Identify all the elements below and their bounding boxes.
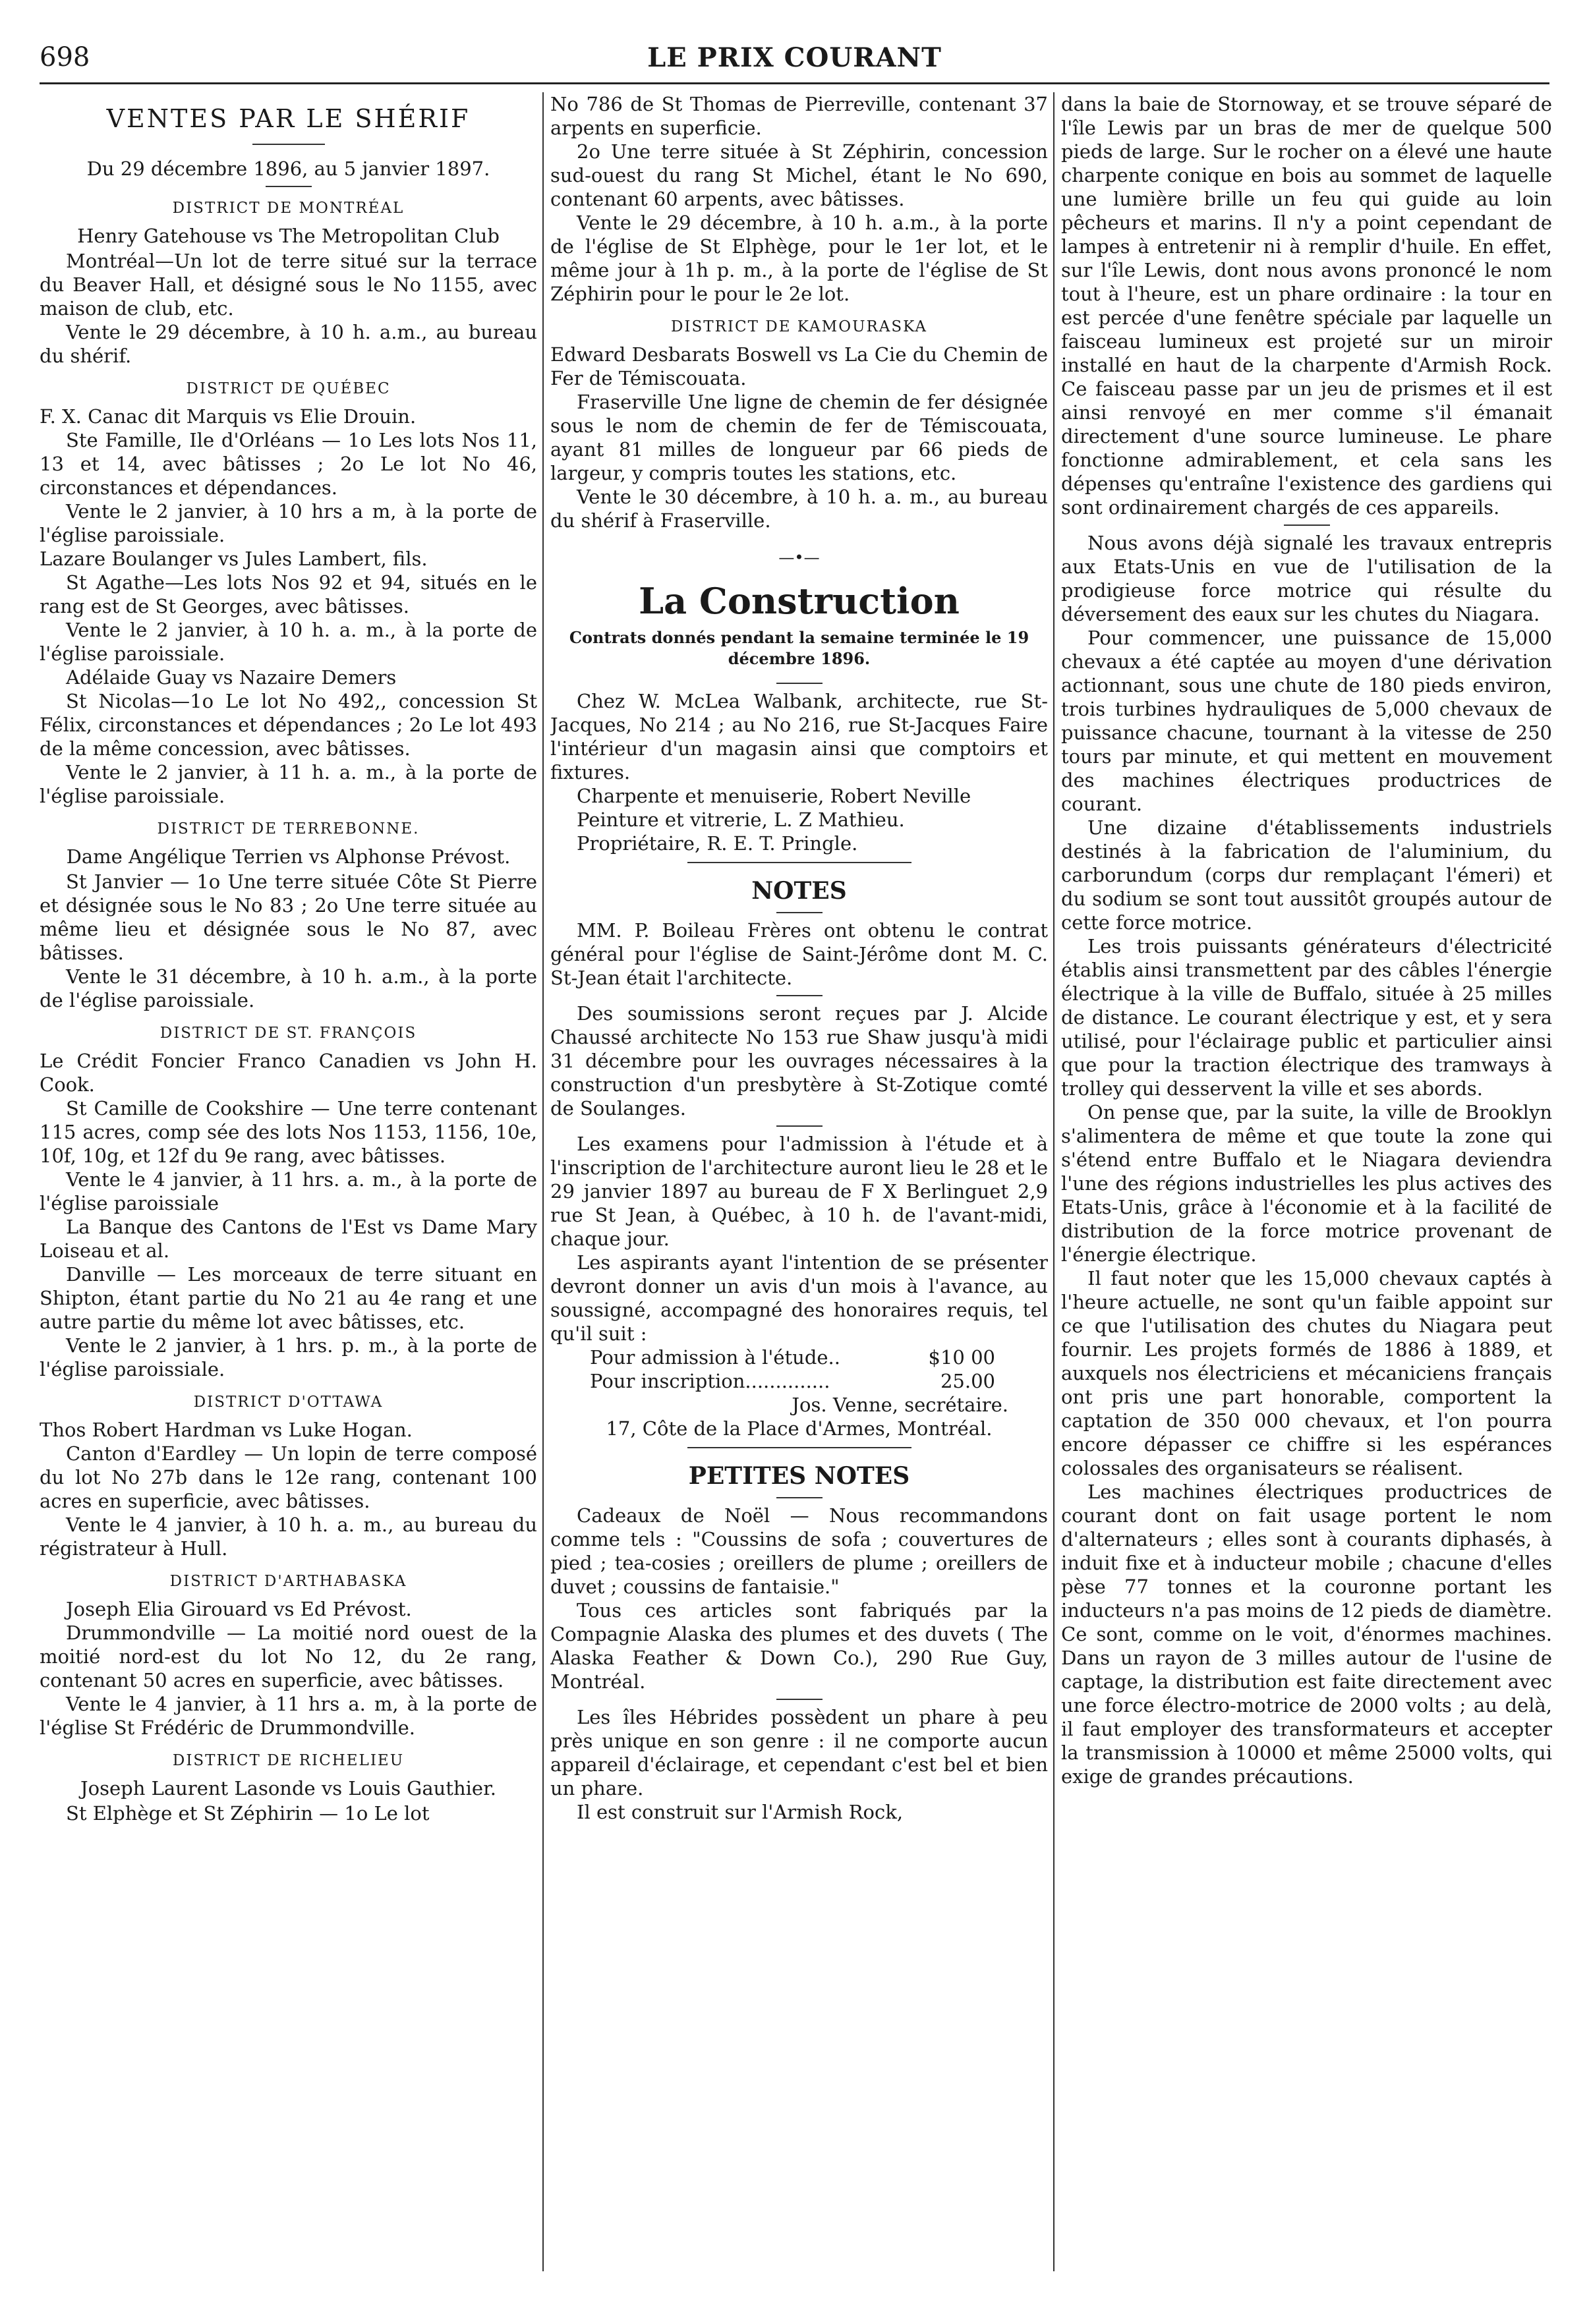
sale-notice: Vente le 4 janvier, à 10 h. a. m., au bureau du régistrateur à Hull. xyxy=(40,1514,537,1560)
district-heading: DISTRICT DE ST. FRANÇOIS xyxy=(159,1025,417,1042)
divider xyxy=(776,995,823,996)
note-text: Il est construit sur l'Armish Rock, xyxy=(577,1801,904,1823)
case-title: Thos Robert Hardman vs Luke Hogan. xyxy=(40,1419,413,1441)
property-description: Canton d'Eardley — Un lopin de terre composé du lot No 27b dans le 12e rang, contenant 100 acres en superficie, avec bâtisses. xyxy=(40,1442,537,1512)
ornament-divider: —•— xyxy=(778,548,820,567)
district-heading: DISTRICT D'ARTHABASKA xyxy=(169,1573,407,1590)
fee-value: 25.00 xyxy=(940,1370,995,1392)
divider xyxy=(776,1699,823,1700)
district-heading: DISTRICT DE RICHELIEU xyxy=(172,1752,405,1769)
property-description: Danville — Les morceaux de terre situant en Shipton, étant partie du No 21 au 4e rang et une autre partie du même lot avec bâtisses, etc. xyxy=(40,1263,537,1333)
construction-subtitle: Contrats donnés pendant la semaine terminée le 19 décembre 1896. xyxy=(569,628,1029,668)
case-title: Lazare Boulanger vs Jules Lambert, fils. xyxy=(40,548,428,570)
note-text: Les examens pour l'admission à l'étude et à l'inscription de l'architecture auront lieu le 28 et le 29 janvier 1897 au bureau de F X Berlinguet 2,9 rue St Jean, à Québec, à 10 h. de l'avant-midi, chaque jour. xyxy=(550,1133,1048,1250)
note-text: Des soumissions seront reçues par J. Alcide Chaussé architecte No 153 rue Shaw jusqu'à midi 31 décembre pour les ouvrages nécessaires à la construction d'un presbytère à St-Zotique comté de Soulanges. xyxy=(550,1002,1048,1119)
sale-notice: Vente le 31 décembre, à 10 h. a.m., à la porte de l'église paroissiale. xyxy=(40,965,537,1011)
district-heading: DISTRICT DE TERREBONNE. xyxy=(157,820,420,837)
sale-notice: Vente le 2 janvier, à 10 hrs a m, à la porte de l'église paroissiale. xyxy=(40,500,537,546)
contract-text: Chez W. McLea Walbank, architecte, rue St-Jacques, No 214 ; au No 216, rue St-Jacques Faire l'intérieur d'un magasin ainsi que comptoirs et fixtures. xyxy=(550,690,1048,783)
petites-notes-title: PETITES NOTES xyxy=(688,1462,910,1490)
district-heading: DISTRICT D'OTTAWA xyxy=(193,1394,384,1411)
article-text: Pour commencer, une puissance de 15,000 chevaux a été captée au moyen d'une dérivation actionnant, sous une chute de 180 pieds environ, trois turbines hydrauliques de 5,000 chevaux de puissance chacune, tournant à la vitesse de 250 tours par minute, et qui mettent en mouvement des machines électriques productrices de courant. xyxy=(1061,627,1552,815)
header-rule xyxy=(40,82,1549,84)
divider xyxy=(1284,524,1330,526)
note-text: Les îles Hébrides possèdent un phare à peu près unique en son genre : il ne comporte aucun appareil d'éclairage, et cependant c'est bel et bien un phare. xyxy=(550,1706,1048,1800)
sale-notice: Vente le 29 décembre, à 10 h. a.m., à la porte de l'église de St Elphège, pour le 1er lot, et le même jour à 1h p. m., à la porte de l'église de St Zéphirin pour le pour le 2e lot. xyxy=(550,212,1048,305)
address: 17, Côte de la Place d'Armes, Montréal. xyxy=(606,1417,993,1440)
article-text: Nous avons déjà signalé les travaux entrepris aux Etats-Unis en vue de l'utilisation de la prodigieuse force motrice qui résulte du déversement des eaux sur les chutes du Niagara. xyxy=(1061,532,1552,625)
property-description: Ste Famille, Ile d'Orléans — 1o Les lots Nos 11, 13 et 14, avec bâtisses ; 2o Le lot No 46, circonstances et dépendances. xyxy=(40,429,537,499)
column-divider xyxy=(1053,92,1055,2271)
divider xyxy=(776,1125,823,1127)
divider xyxy=(776,683,823,684)
case-title: Adélaide Guay vs Nazaire Demers xyxy=(66,666,397,689)
sale-notice: Vente le 30 décembre, à 10 h. a. m., au bureau du shérif à Fraserville. xyxy=(550,486,1048,532)
section-title: VENTES PAR LE SHÉRIF xyxy=(106,104,471,133)
column-2 xyxy=(550,92,1048,2284)
fee-label: Pour inscription.............. xyxy=(590,1370,830,1392)
divider xyxy=(266,186,312,187)
contract-text: Charpente et menuiserie, Robert Neville xyxy=(577,785,971,807)
case-title: Dame Angélique Terrien vs Alphonse Prévost. xyxy=(66,845,511,868)
sale-dates: Du 29 décembre 1896, au 5 janvier 1897. xyxy=(86,157,490,180)
note-text: MM. P. Boileau Frères ont obtenu le contrat général pour l'église de Saint-Jérôme dont M. C. St-Jean était l'architecte. xyxy=(550,919,1048,989)
case-title: Le Crédit Foncier Franco Canadien vs John H. Cook. xyxy=(40,1050,537,1096)
property-description: Drummondville — La moitié nord ouest de la moitié nord-est du lot No 12, du 2e rang, contenant 50 acres en superficie, avec bâtisses. xyxy=(40,1622,537,1691)
note-text: Les aspirants ayant l'intention de se présenter devront donner un avis d'un mois à l'avance, au soussigné, accompagné des honoraires requis, tel qu'il suit : xyxy=(550,1251,1048,1345)
sale-notice: Vente le 2 janvier, à 10 h. a. m., à la porte de l'église paroissiale. xyxy=(40,619,537,665)
construction-title: La Construction xyxy=(639,580,960,622)
divider xyxy=(687,862,911,863)
running-header xyxy=(40,42,1549,82)
case-title: Edward Desbarats Boswell vs La Cie du Chemin de Fer de Témiscouata. xyxy=(550,343,1048,389)
district-heading: DISTRICT DE KAMOURASKA xyxy=(670,318,927,335)
column-1 xyxy=(40,92,537,2284)
property-description: Fraserville Une ligne de chemin de fer désignée sous le nom de chemin de fer de Témiscouata, ayant 81 milles de longueur par 66 pieds de largeur, y compris toutes les stations, etc. xyxy=(550,391,1048,484)
sale-notice: Vente le 2 janvier, à 11 h. a. m., à la porte de l'église paroissiale. xyxy=(40,761,537,807)
journal-title: LE PRIX COURANT xyxy=(647,42,942,73)
notes-title: NOTES xyxy=(751,877,847,905)
sale-notice: Vente le 29 décembre, à 10 h. a.m., au bureau du shérif. xyxy=(40,321,537,367)
divider xyxy=(776,912,823,913)
fee-line xyxy=(550,1369,1048,1393)
property-description: St Nicolas—1o Le lot No 492,, concession St Félix, circonstances et dépendances ; 2o Le lot 493 de la même concession, avec bâtisses. xyxy=(40,690,537,760)
article-text: Une dizaine d'établissements industriels destinés à la fabrication de l'aluminium, du carborundum (corps dur remplaçant l'émeri) et du sodium se sont tout aussitôt groupés autour de cette force motrice. xyxy=(1061,816,1552,934)
contract-text: Peinture et vitrerie, L. Z Mathieu. xyxy=(577,808,905,831)
fee-value: $10 00 xyxy=(928,1346,995,1369)
article-text: Il faut noter que les 15,000 chevaux captés à l'heure actuelle, ne sont qu'un faible appoint sur ce que l'utilisation des chutes du Niagara peut fournir. Les projets formés de 1886 à 1889, et auxquels nos électriciens et mécaniciens français ont pris une part honorable, comportent la captation de 350 000 chevaux, et l'on pourra encore dépasser ce chiffre si les espérances colossales des organisateurs se réalisent. xyxy=(1061,1267,1552,1479)
article-text: On pense que, par la suite, la ville de Brooklyn s'alimentera de même et que toute la zone qui s'étend entre Buffalo et le Niagara deviendra l'une des régions industrielles les plus actives des Etats-Unis, grâce à l'économie et à la facilité de distribution de la force motrice provenant de l'énergie électrique. xyxy=(1061,1101,1552,1266)
case-title: La Banque des Cantons de l'Est vs Dame Mary Loiseau et al. xyxy=(40,1216,537,1262)
sale-notice: Vente le 4 janvier, à 11 hrs a. m, à la porte de l'église St Frédéric de Drummondville. xyxy=(40,1693,537,1739)
sale-notice: Vente le 4 janvier, à 11 hrs. a. m., à la porte de l'église paroissiale xyxy=(40,1168,537,1214)
column-3 xyxy=(1061,92,1552,2284)
article-text: Les trois puissants générateurs d'électricité établis ainsi transmettent par des câbles l'énergie électrique à la ville de Buffalo, située à 25 milles de distance. Le courant électrique y est, et y sera utilisé, pour l'éclairage public et particulier ainsi que pour la traction électrique des tramways à trolley qui desservent la ville et ses abords. xyxy=(1061,935,1552,1100)
property-description: St Elphège et St Zéphirin — 1o Le lot xyxy=(66,1802,430,1825)
property-description: St Janvier — 1o Une terre située Côte St Pierre et désignée sous le No 83 ; 2o Une terre située au même lieu et désignée sous le No 87, avec bâtisses. xyxy=(40,870,537,964)
fee-line xyxy=(550,1346,1048,1369)
page-number: 698 xyxy=(40,42,90,72)
property-description: St Agathe—Les lots Nos 92 et 94, situés en le rang est de St Georges, avec bâtisses. xyxy=(40,571,537,617)
case-title: Joseph Laurent Lasonde vs Louis Gauthier. xyxy=(80,1777,496,1800)
property-description: Montréal—Un lot de terre situé sur la terrace du Beaver Hall, et désigné sous le No 1155, avec maison de club, etc. xyxy=(40,250,537,320)
sale-notice: Vente le 2 janvier, à 1 hrs. p. m., à la porte de l'église paroissiale. xyxy=(40,1334,537,1380)
note-text: Cadeaux de Noël — Nous recommandons comme tels : "Coussins de sofa ; couvertures de pied ; tea-cosies ; oreillers de plume ; oreillers de duvet ; coussins de fantaisie." xyxy=(550,1504,1048,1598)
district-heading: DISTRICT DE QUÉBEC xyxy=(186,380,391,397)
column-divider xyxy=(542,92,544,2271)
property-description: St Camille de Cookshire — Une terre contenant 115 acres, comp sée des lots Nos 1153, 1156, 10e, 10f, 10g, et 12f du 9e rang, avec bâtisses. xyxy=(40,1097,537,1167)
district-heading: DISTRICT DE MONTRÉAL xyxy=(172,200,405,217)
article-text: dans la baie de Stornoway, et se trouve séparé de l'île Lewis par un bras de mer de quelque 500 pieds de large. Sur le rocher on a élevé une haute charpente conique en bois au sommet de laquelle une lumière brille un feu qui guide au loin pêcheurs et marins. Il n'y a point cependant de lampes à entretenir ni à remplir d'huile. En effet, sur l'île Lewis, dont nous avons prononcé le nom tout à l'heure, est un phare ordinaire : la tour en est percée d'une fenêtre spéciale par laquelle un faisceau lumineux est projeté sur un miroir installé en haut de la charpente d'Armish Rock. Ce faisceau passe par un jeu de prismes et il est ainsi renvoyé en mer comme s'il émanait directement d'une source lumineuse. Le phare fonctionne admirablement, et cela sans les dépenses qu'entraîne l'existence des gardiens qui sont ordinairement chargés de ces appareils. xyxy=(1061,93,1552,519)
divider xyxy=(687,1447,911,1448)
divider xyxy=(776,1497,823,1498)
signature: Jos. Venne, secrétaire. xyxy=(792,1394,1008,1416)
fee-label: Pour admission à l'étude.. xyxy=(590,1346,840,1369)
divider xyxy=(252,144,325,145)
case-title: Joseph Elia Girouard vs Ed Prévost. xyxy=(66,1598,412,1620)
property-description: 2o Une terre située à St Zéphirin, concession sud-ouest du rang St Michel, étant le No 690, contenant 60 arpents, avec bâtisses. xyxy=(550,140,1048,210)
note-text: Tous ces articles sont fabriqués par la Compagnie Alaska des plumes et des duvets ( The Alaska Feather & Down Co.), 290 Rue Guy, Montréal. xyxy=(550,1599,1048,1693)
article-text: Les machines électriques productrices de courant dont on fait usage portent le nom d'alternateurs ; elles sont à courants diphasés, à induit fixe et à inducteur mobile ; chacune d'elles pèse 77 tonnes et la couronne portant les inducteurs n'a pas moins de 12 pieds de diamètre. Ce sont, comme on le voit, d'énormes machines. Dans un rayon de 3 milles autour de l'usine de captage, la distribution est faite directement avec une force électro-motrice de 2000 volts ; au delà, il faut employer des transformateurs et accepter la transmission à 10000 et même 25000 volts, qui exige de grandes précautions. xyxy=(1061,1481,1552,1788)
case-title: Henry Gatehouse vs The Metropolitan Club xyxy=(77,225,500,247)
property-description: No 786 de St Thomas de Pierreville, contenant 37 arpents en superficie. xyxy=(550,93,1048,139)
case-title: F. X. Canac dit Marquis vs Elie Drouin. xyxy=(40,405,417,428)
contract-text: Propriétaire, R. E. T. Pringle. xyxy=(577,832,858,855)
